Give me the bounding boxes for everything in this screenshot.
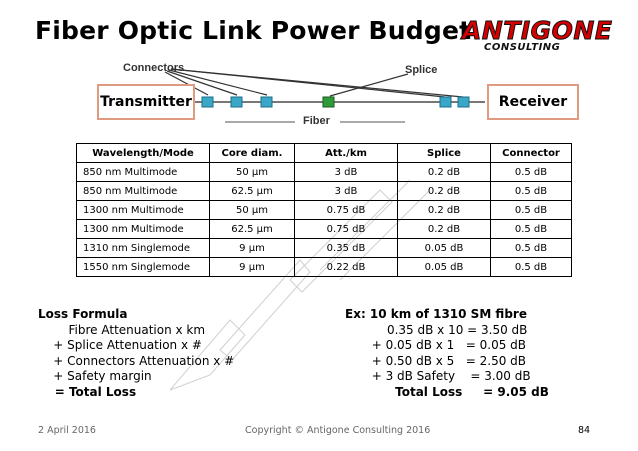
loss-formula [38,307,234,400]
footer-copyright: Copyright © Antigone Consulting 2016 [245,425,431,436]
antigone-logo [462,16,612,56]
example-heading: Ex: 10 km of 1310 SM fibre [345,307,527,321]
table-header-row [77,144,572,163]
loss-formula-heading: Loss Formula [38,307,128,321]
fiber-label: Fiber [303,115,330,127]
example-line: + 0.50 dB x 5 = 2.50 dB [345,353,527,368]
table-cell: 850 nm Multimode [77,163,210,182]
table-cell: 0.5 dB [491,201,572,220]
logo-main-text: ANTIGONE [462,16,613,45]
page-number: 84 [578,425,591,436]
example-calculation [345,307,549,400]
connector-icon [202,97,213,107]
connector-icon [458,97,469,107]
col-header: Att./km [295,144,398,163]
table-cell: 62.5 µm [210,182,295,201]
col-header: Core diam. [210,144,295,163]
table-cell: 0.75 dB [295,220,398,239]
splice-icon [323,97,334,107]
connectors-label: Connectors [123,62,185,74]
table-cell: 0.2 dB [398,201,491,220]
slide-title: Fiber Optic Link Power Budget [35,16,472,45]
table-cell: 0.05 dB [398,258,491,277]
logo-sub-text: CONSULTING [484,42,561,53]
table-cell: 850 nm Multimode [77,182,210,201]
table-cell: 0.2 dB [398,182,491,201]
example-line: + 3 dB Safety = 3.00 dB [345,369,531,383]
table-cell: 50 µm [210,201,295,220]
table-cell: 0.5 dB [491,182,572,201]
connector-icon [440,97,451,107]
attenuation-table [76,143,572,277]
table-row [77,163,572,182]
col-header: Connector [491,144,572,163]
table-row [77,220,572,239]
fiber-link-diagram [95,62,585,137]
table-row [77,201,572,220]
table-cell: 0.22 dB [295,258,398,277]
receiver-box: Receiver [487,84,579,120]
example-total: Total Loss = 9.05 dB [345,384,549,399]
table-cell: 0.35 dB [295,239,398,258]
table-cell: 62.5 µm [210,220,295,239]
loss-formula-line: + Splice Attenuation x # [38,338,202,352]
col-header: Splice [398,144,491,163]
table-cell: 1310 nm Singlemode [77,239,210,258]
table-cell: 0.5 dB [491,239,572,258]
table-cell: 1550 nm Singlemode [77,258,210,277]
table-cell: 9 µm [210,239,295,258]
splice-label: Splice [405,64,438,76]
transmitter-box: Transmitter [97,84,195,120]
table-cell: 1300 nm Multimode [77,220,210,239]
connector-icon [231,97,242,107]
col-header: Wavelength/Mode [77,144,210,163]
table-cell: 0.5 dB [491,220,572,239]
table-cell: 0.5 dB [491,163,572,182]
table-row [77,182,572,201]
table-cell: 0.5 dB [491,258,572,277]
footer-date: 2 April 2016 [38,425,96,436]
loss-formula-line: + Connectors Attenuation x # [38,353,235,368]
table-row [77,239,572,258]
table-cell: 0.2 dB [398,220,491,239]
loss-formula-total: = Total Loss [38,384,137,399]
table-row [77,258,572,277]
connector-icon [261,97,272,107]
table-cell: 0.75 dB [295,201,398,220]
loss-formula-line: Fibre Attenuation x km [38,322,206,337]
table-cell: 3 dB [295,163,398,182]
loss-formula-line: + Safety margin [38,369,152,383]
table-cell: 3 dB [295,182,398,201]
table-cell: 9 µm [210,258,295,277]
table-cell: 0.2 dB [398,163,491,182]
example-line: + 0.05 dB x 1 = 0.05 dB [345,338,527,352]
example-line: 0.35 dB x 10 = 3.50 dB [345,322,528,337]
table-cell: 1300 nm Multimode [77,201,210,220]
table-cell: 0.05 dB [398,239,491,258]
table-cell: 50 µm [210,163,295,182]
